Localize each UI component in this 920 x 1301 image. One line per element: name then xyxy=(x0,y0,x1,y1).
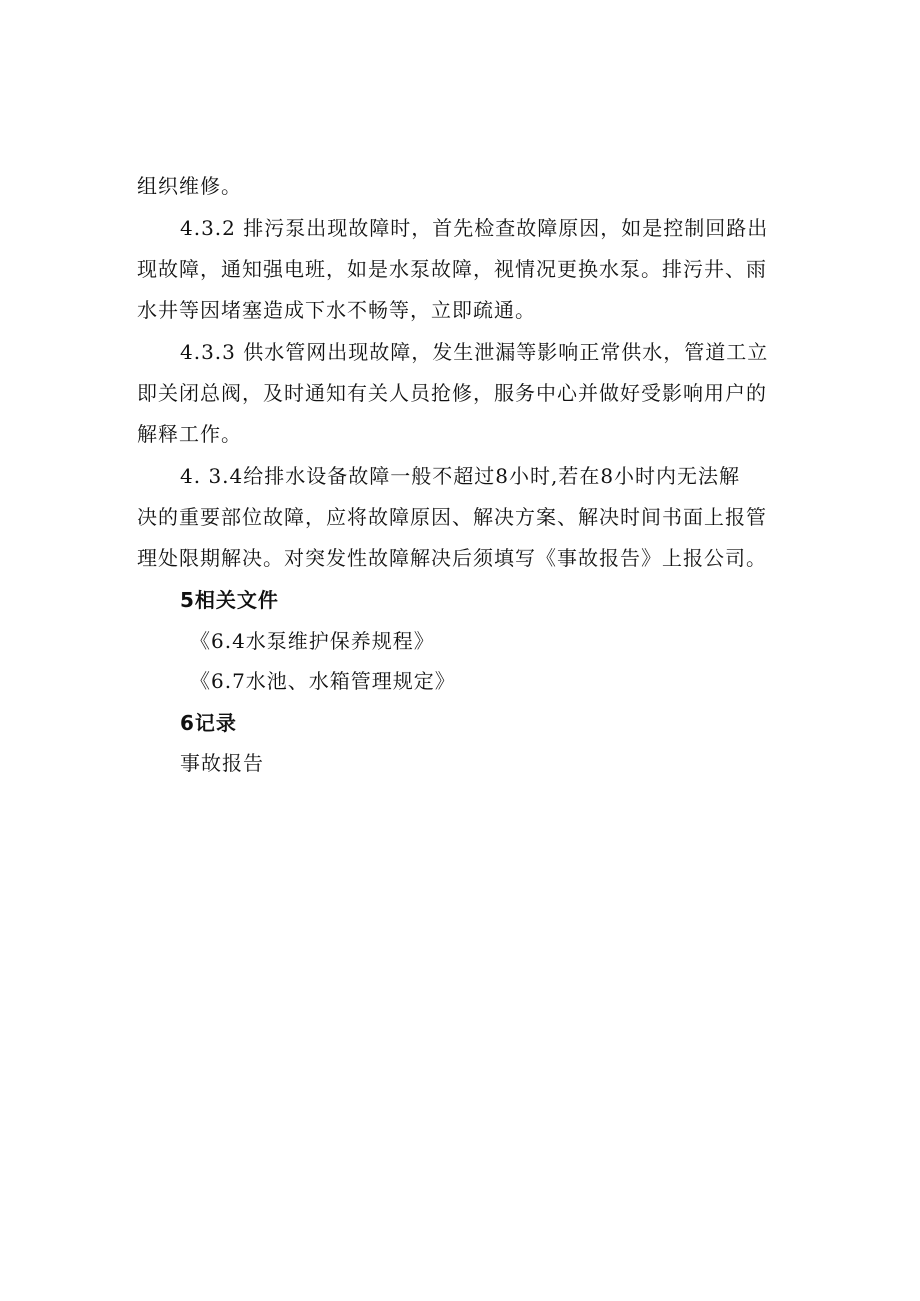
paragraph-line: 组织维修。 xyxy=(137,174,242,198)
record-item: 事故报告 xyxy=(180,751,264,775)
paragraph-line: 水井等因堵塞造成下水不畅等，立即疏通。 xyxy=(137,298,536,322)
paragraph-line: 即关闭总阀，及时通知有关人员抢修，服务中心并做好受影响用户的 xyxy=(137,381,767,405)
paragraph-line: 4.3.3 供水管网出现故障，发生泄漏等影响正常供水，管道工立 xyxy=(180,340,769,364)
paragraph-line: 4.3.2 排污泵出现故障时，首先检查故障原因，如是控制回路出 xyxy=(180,216,769,240)
section-heading-records: 6记录 xyxy=(180,711,237,735)
related-doc-item: 《6.7水池、水箱管理规定》 xyxy=(190,669,456,693)
paragraph-line: 现故障，通知强电班，如是水泵故障，视情况更换水泵。排污井、雨 xyxy=(137,257,767,281)
paragraph-line: 4. 3.4给排水设备故障一般不超过8小时,若在8小时内无法解 xyxy=(180,464,741,488)
paragraph-line: 解释工作。 xyxy=(137,422,242,446)
paragraph-line: 决的重要部位故障，应将故障原因、解决方案、解决时间书面上报管 xyxy=(137,505,767,529)
section-heading-related-files: 5相关文件 xyxy=(180,588,279,612)
paragraph-line: 理处限期解决。对突发性故障解决后须填写《事故报告》上报公司。 xyxy=(137,546,767,570)
related-doc-item: 《6.4水泵维护保养规程》 xyxy=(190,629,435,653)
